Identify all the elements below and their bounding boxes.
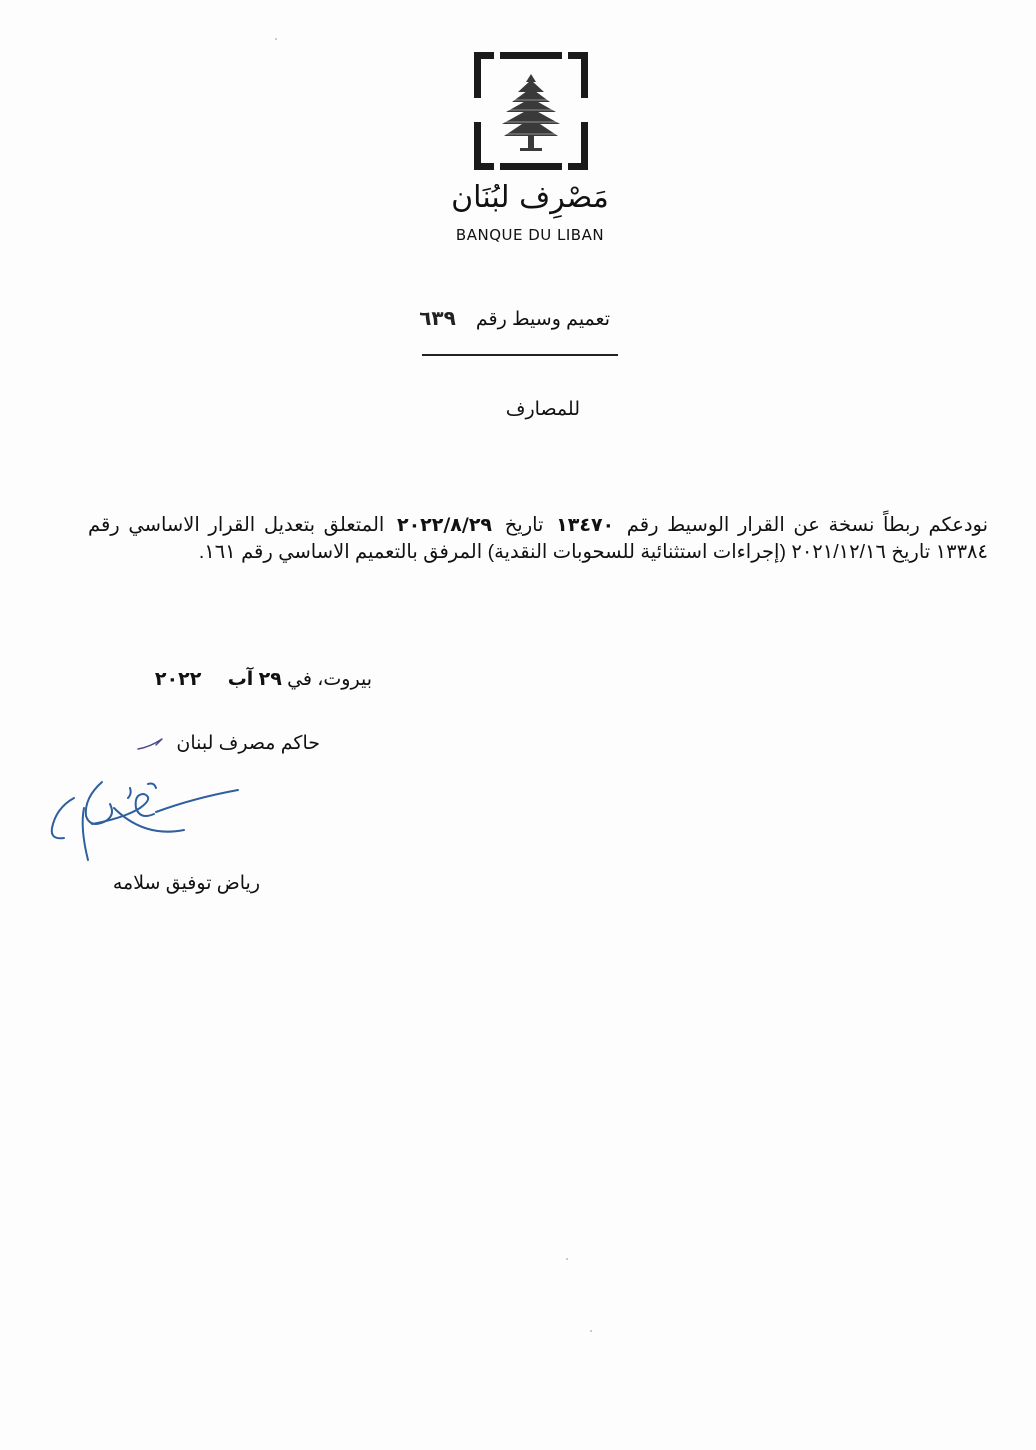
check-mark-icon: [134, 735, 168, 753]
date-line: [92, 668, 372, 691]
paper-speck: [590, 1330, 592, 1332]
date-year: ٢٠٢٢: [154, 668, 202, 690]
governor-title: حاكم مصرف لبنان: [176, 733, 320, 754]
cedar-emblem-icon: [474, 52, 588, 170]
paper-speck: [566, 1258, 568, 1260]
body-paragraph: [88, 512, 988, 566]
governor-name: رياض توفيق سلامه: [112, 873, 260, 894]
circular-title: [380, 306, 610, 331]
governor-title-line: [80, 732, 320, 755]
body-part-1: نودعكم ربطاً نسخة عن القرار الوسيط رقم: [626, 514, 989, 536]
handwritten-signature: [44, 768, 254, 868]
paper-speck: [275, 38, 277, 40]
recipient-line: للمصارف: [505, 399, 580, 420]
decision-date: ٢٠٢٢/٨/٢٩: [396, 514, 493, 536]
body-part-2: تاريخ: [504, 514, 544, 536]
body-part-3: المتعلق بتعديل القرار الاساسي رقم ١٣٣٨٤ تاريخ ٢٠٢١/١٢/١٦ (إجراءات استثنائية للسحوبات النقدية) المرفق بالتعميم الاساسي رقم ١٦١.: [88, 514, 988, 563]
date-day: ٢٩: [258, 668, 282, 690]
bank-name-french: BANQUE DU LIBAN: [455, 226, 605, 244]
bank-name-arabic: مَصْرِف لبُنَان: [451, 180, 609, 215]
decision-number: ١٣٤٧٠: [556, 514, 615, 536]
circular-number: ٦٣٩: [419, 306, 456, 330]
place-prefix: بيروت، في: [287, 669, 372, 690]
date-month: آب: [227, 668, 254, 690]
title-underline: [422, 354, 618, 356]
circular-label: تعميم وسيط رقم: [475, 309, 610, 330]
